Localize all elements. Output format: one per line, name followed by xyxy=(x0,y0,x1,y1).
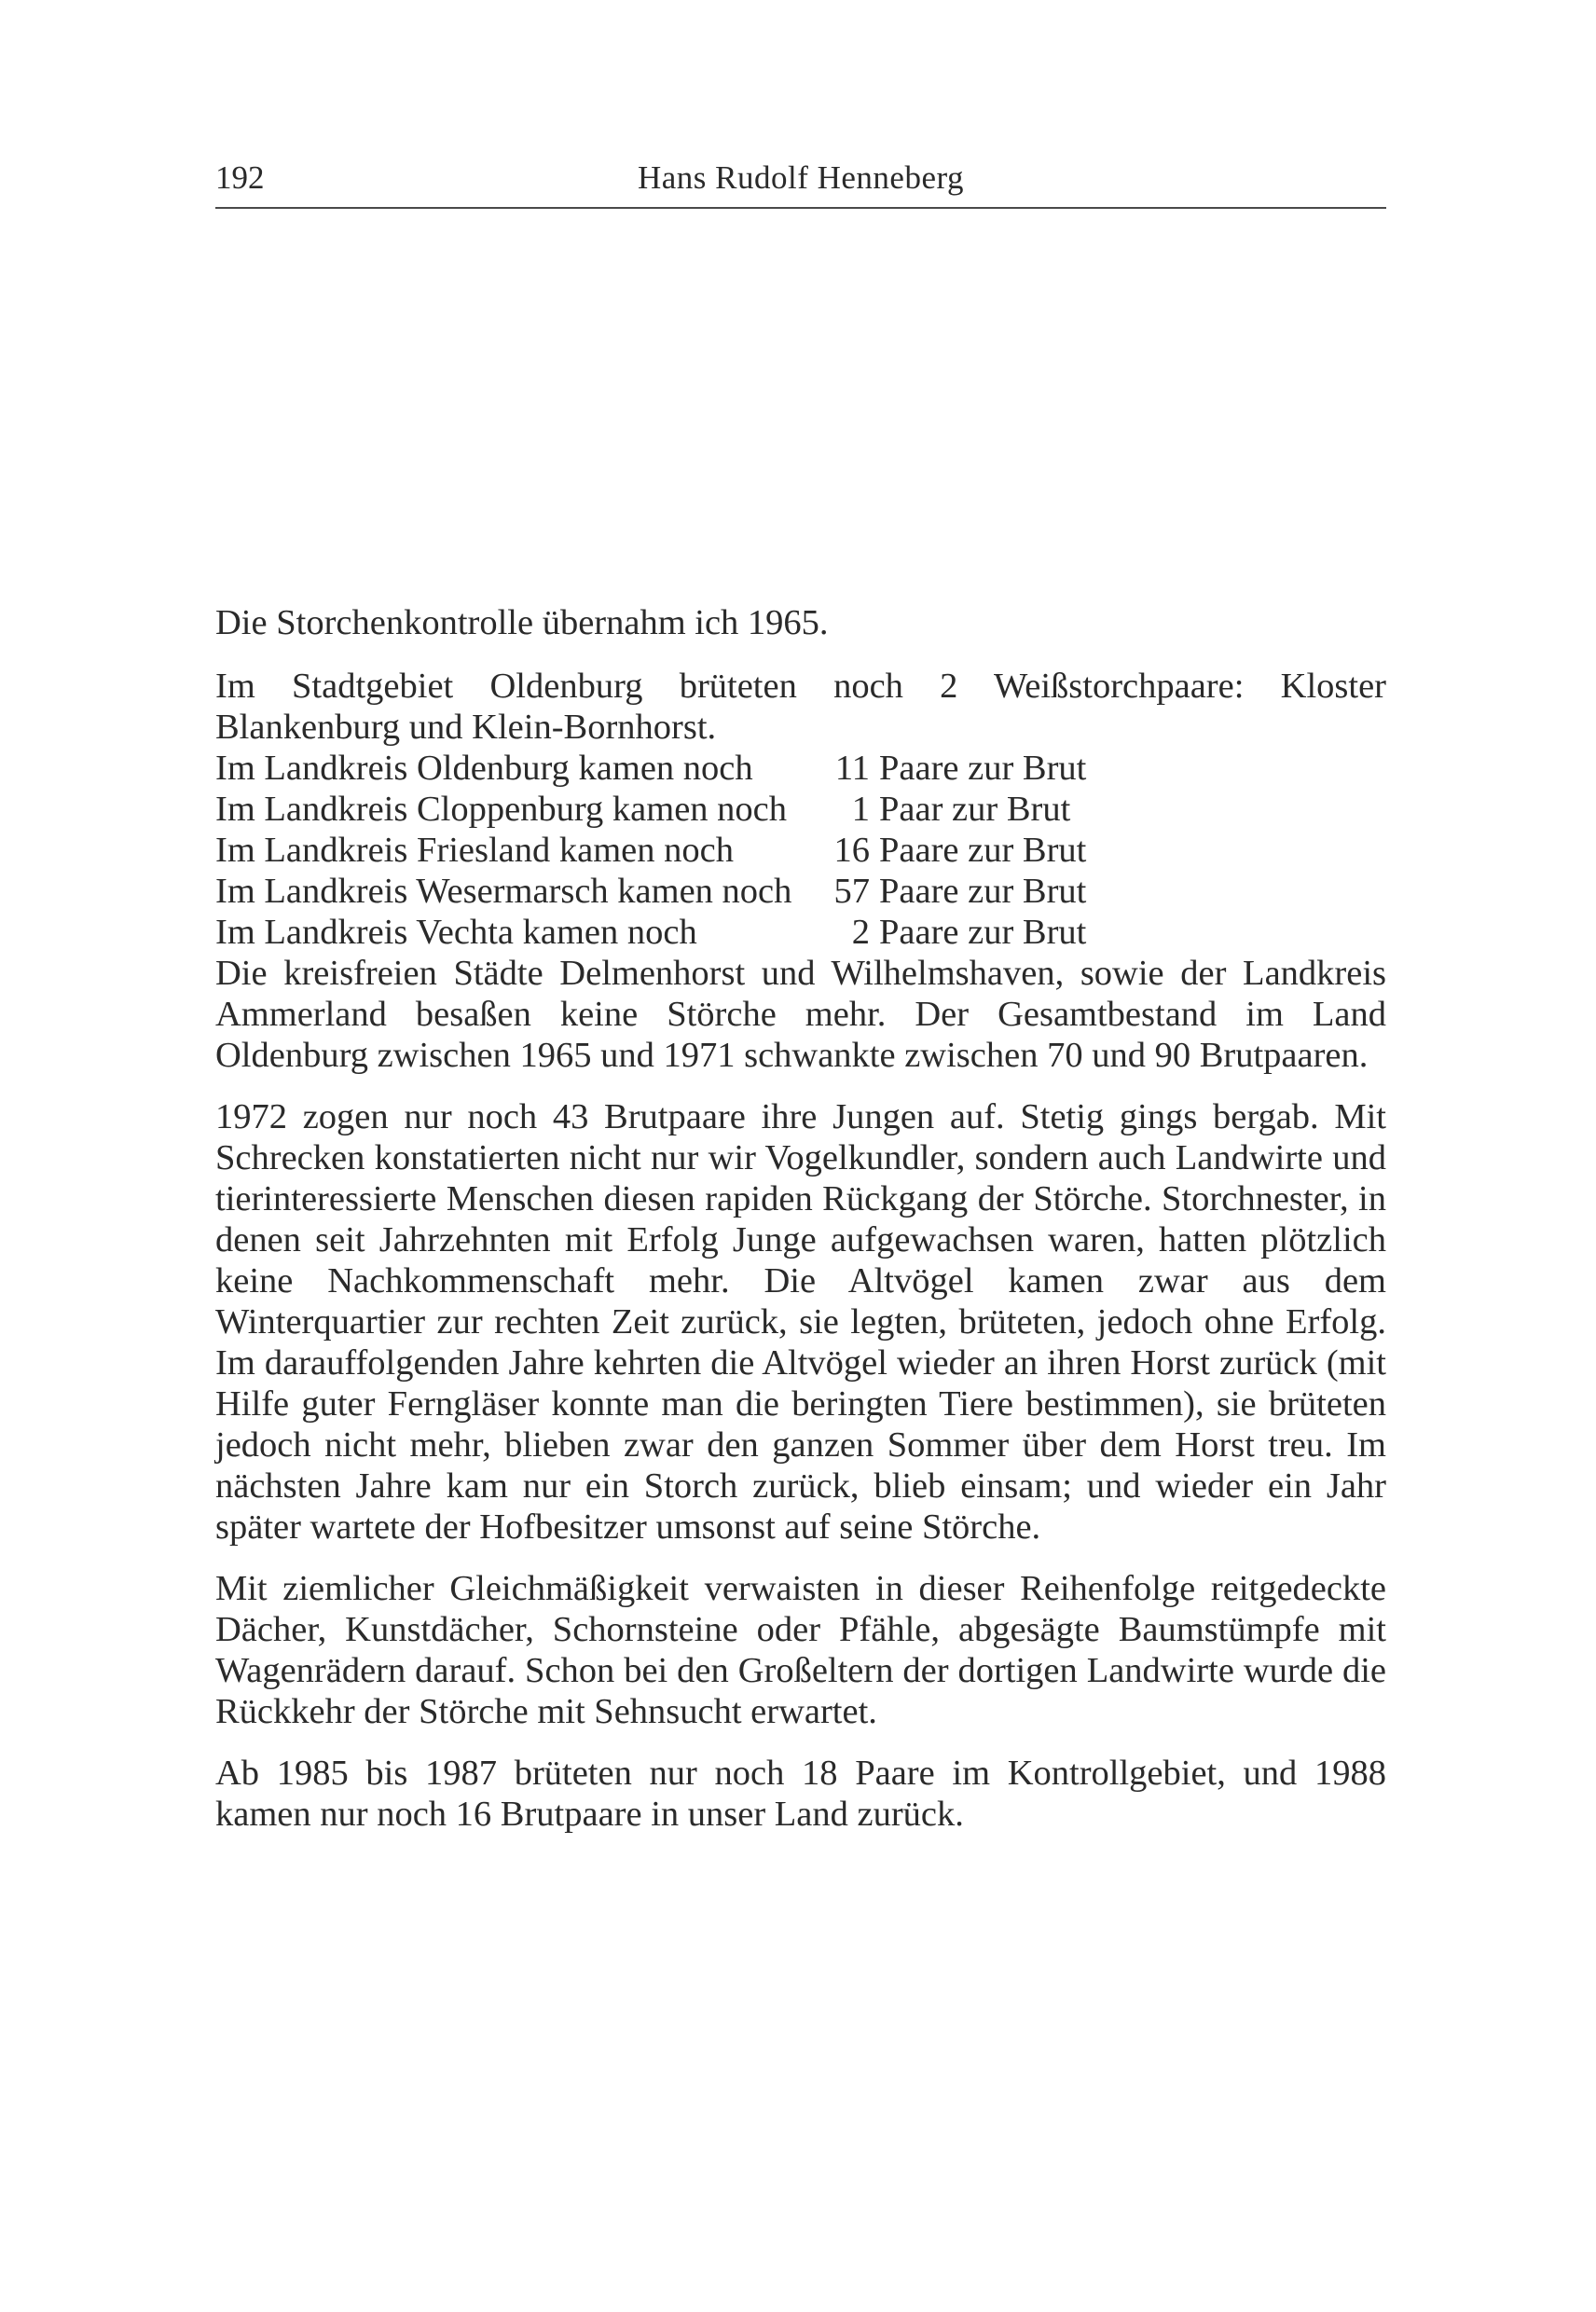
paragraph-2: Im Stadtgebiet Oldenburg brüteten noch 2 Weißstorchpaare: Kloster Blankenburg und Klein-Bornhorst. xyxy=(215,667,1386,747)
paragraph-1: Die Storchenkontrolle übernahm ich 1965. xyxy=(215,603,829,642)
district-label: Im Landkreis Cloppenburg kamen noch xyxy=(215,790,788,829)
paragraph-4: 1972 zogen nur noch 43 Brutpaare ihre Jungen auf. Stetig gings bergab. Mit Schrecken konstatierten nicht nur wir Vogelkundler, sondern auch Landwirte und tierinteressierte Menschen diesen rapiden Rückgang der Störche. Storchnester, in denen seit Jahrzehnten mit Erfolg Junge aufgewachsen waren, hatten plötzlich keine Nachkommenschaft mehr. Die Altvögel kamen zwar aus dem Winterquartier zur rechten Zeit zurück, sie legten, brüteten, jedoch ohne Erfolg. Im darauffolgenden Jahre kehrten die Altvögel wieder an ihren Horst zurück (mit Hilfe guter Ferngläser konnte man die beringten Tiere bestimmen), sie brüteten jedoch nicht mehr, blieben zwar den ganzen Sommer über dem Horst treu. Im nächsten Jahre kam nur ein Storch zurück, blieb einsam; und wieder ein Jahr später wartete der Hofbesitzer umsonst auf seine Störche. xyxy=(215,1097,1386,1547)
district-count-row xyxy=(215,830,1386,871)
district-count-table xyxy=(215,748,1386,953)
paragraph-5: Mit ziemlicher Gleichmäßigkeit verwaisten in dieser Reihenfolge reitgedeckte Dächer, Kunstdächer, Schornsteine oder Pfähle, abgesägte Baumstümpfe mit Wagenrädern darauf. Schon bei den Großeltern der dortigen Landwirte wurde die Rückkehr der Störche mit Sehnsucht erwartet. xyxy=(215,1569,1386,1731)
district-label: Im Landkreis Oldenburg kamen noch xyxy=(215,749,753,788)
district-label: Im Landkreis Vechta kamen noch xyxy=(215,913,697,952)
district-value: 1 xyxy=(851,790,870,829)
district-count-row xyxy=(215,912,1386,953)
district-value: 11 xyxy=(834,749,870,788)
district-label: Im Landkreis Friesland kamen noch xyxy=(215,831,734,870)
district-suffix: Paar zur Brut xyxy=(879,790,1071,829)
body-text xyxy=(215,602,1386,1855)
paragraph-6: Ab 1985 bis 1987 brüteten nur noch 18 Paare im Kontrollgebiet, und 1988 kamen nur noch 16 Brutpaare in unser Land zurück. xyxy=(215,1754,1386,1834)
district-suffix: Paare zur Brut xyxy=(879,872,1087,911)
page-header xyxy=(215,158,1386,209)
district-count-row xyxy=(215,748,1386,789)
district-label: Im Landkreis Wesermarsch kamen noch xyxy=(215,872,792,911)
district-suffix: Paare zur Brut xyxy=(879,913,1087,952)
district-count-row xyxy=(215,871,1386,912)
district-value: 2 xyxy=(851,913,870,952)
page-number: 192 xyxy=(215,159,265,196)
district-value: 16 xyxy=(833,831,870,870)
district-count-row xyxy=(215,789,1386,830)
paragraph-3: Die kreisfreien Städte Delmenhorst und Wilhelmshaven, sowie der Landkreis Ammerland besaßen keine Störche mehr. Der Gesamtbestand im Land Oldenburg zwischen 1965 und 1971 schwankte zwischen 70 und 90 Brutpaaren. xyxy=(215,954,1386,1075)
running-head: Hans Rudolf Henneberg xyxy=(637,159,965,196)
district-suffix: Paare zur Brut xyxy=(879,749,1087,788)
district-suffix: Paare zur Brut xyxy=(879,831,1087,870)
district-value: 57 xyxy=(833,872,870,911)
